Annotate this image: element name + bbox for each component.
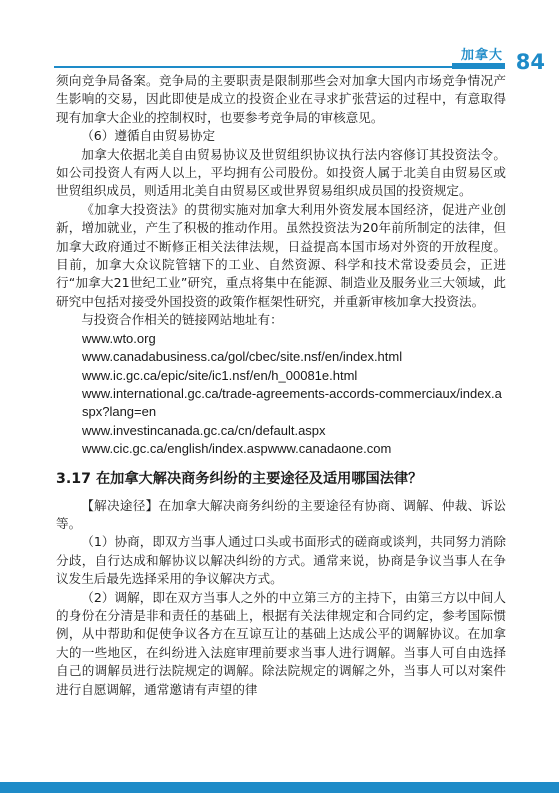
- link-ic-gc[interactable]: www.ic.gc.ca/epic/site/ic1.nsf/en/h_00081e.html: [82, 367, 358, 383]
- subheading-free-trade: （6）遵循自由贸易协定: [81, 128, 216, 144]
- paragraph-mediation: （2）调解，即在双方当事人之外的中立第三方的主持下，由第三方以中间人的身份在分清是非和责任的基础上，根据有关法律规定和合同约定，参考国际惯例，从中帮助和促使争议各方在互谅互让的基础上达成公平的调解协议。在加拿大的一些地区，在纠纷进入法庭审理前要求当事人进行调解。当事人可自由选择自己的调解员进行法院规定的调解。除法院规定的调解之外，当事人可以对案件进行自愿调解，通常邀请有声望的律: [56, 589, 506, 697]
- link-cic-canadaone[interactable]: www.cic.gc.ca/english/index.aspwww.canadaone.com: [82, 441, 392, 457]
- paragraph-links-intro: 与投资合作相关的链接网站地址有：: [81, 312, 283, 328]
- link-investincanada[interactable]: www.investincanada.gc.ca/cn/default.aspx: [82, 422, 326, 438]
- page-number: 84: [515, 50, 545, 74]
- paragraph-investment-act: 《加拿大投资法》的贯彻实施对加拿大利用外资发展本国经济，促进产业创新，增加就业，产生了积极的推动作用。虽然投资法为20年前所制定的法律，但加拿大政府通过不断修正相关法律法规，日益提高本国市场对外资的开放程度。目前，加拿大众议院管辖下的工业、自然资源、科学和技术常设委员会，正进行“加拿大21世纪工业”研究，重点将集中在能源、制造业及服务业三大领域，此研究中包括对接受外国投资的政策作框架性研究，并重新审核加拿大投资法。: [56, 201, 506, 309]
- paragraph-continued: 须向竞争局备案。竞争局的主要职责是限制那些会对加拿大国内市场竞争情况产生影响的交易，因此即使是成立的投资企业在寻求扩张营运的过程中，有意取得现有加拿大企业的控制权时，也要参考竞争局的审核意见。: [56, 73, 506, 125]
- header-rule-accent: [452, 63, 505, 69]
- header-rule: [54, 66, 505, 68]
- link-wto[interactable]: www.wto.org: [82, 330, 156, 346]
- section-heading: 3.17 在加拿大解决商务纠纷的主要途径及适用哪国法律？: [56, 470, 423, 487]
- paragraph-negotiation: （1）协商，即双方当事人通过口头或书面形式的磋商或谈判，共同努力消除分歧，自行达成和解协议以解决纠纷的方式。通常来说，协商是争议当事人在争议发生后最先选择采用的争议解决方式。: [56, 534, 506, 587]
- paragraph-free-trade: 加拿大依据北美自由贸易协议及世贸组织协议执行法内容修订其投资法令。如公司投资人有两人以上，平均拥有公司股份。如投资人属于北美自由贸易区或世贸组织成员，则适用北美自由贸易区或世界贸易组织成员国的投资规定。: [56, 146, 506, 199]
- header-title: 加拿大: [460, 48, 503, 63]
- link-international-gc[interactable]: www.international.gc.ca/trade-agreements-accords-commerciaux/index.aspx?lang=en: [82, 385, 502, 420]
- paragraph-dispute-methods: 【解决途径】在加拿大解决商务纠纷的主要途径有协商、调解、仲裁、诉讼等。: [56, 497, 506, 531]
- page-content: [56, 72, 506, 699]
- footer-bar: [0, 782, 559, 793]
- link-canadabusiness[interactable]: www.canadabusiness.ca/gol/cbec/site.nsf/en/index.html: [82, 349, 403, 365]
